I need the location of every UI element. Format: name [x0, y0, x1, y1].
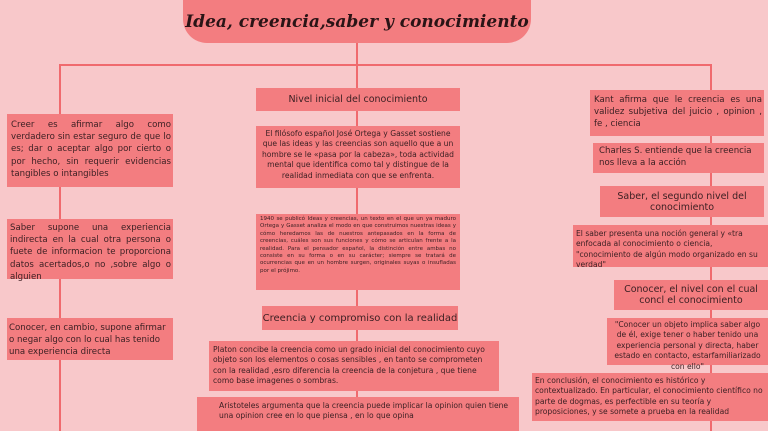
platon-text: Platon concibe la creencia como un grado inicial del conocimiento cuyo objeto son los elementos o cosas sensibles , en tanto se comprometen con la realidad ,esro diferencia la creencia de la conjetura , que tiene como base imagenes o sombras. — [213, 345, 485, 386]
conocer-quote-box — [607, 318, 768, 371]
peirce-text: Charles S. entiende que la creencia nos lleva a la acción — [599, 146, 752, 169]
aristoteles-box — [197, 397, 519, 431]
saber-segundo-nivel-text: Saber, el segundo nivel del conocimiento — [617, 190, 747, 213]
conocer-quote-text: "Conocer un objeto implica saber algo de él, exige tener o haber tenido una experiencia personal y directa, haber estado en contacto, estarfamiliarizado con ello" — [614, 320, 761, 371]
creencia-compromiso-heading — [262, 306, 458, 330]
saber-box — [7, 219, 173, 282]
ortega-text: El filósofo español José Ortega y Gasset sostiene que las ideas y las creencias son aquello que a un hombre se le «pasa por la cabeza», toda actividad mental que identifica como tal y distingue de la realidad inmediata con que se enfrenta. — [261, 129, 455, 180]
conclusion-box — [532, 373, 768, 421]
saber-general-box — [573, 225, 768, 270]
title-banner — [183, 0, 531, 43]
conclusion-text: En conclusión, el conocimiento es histórico y contextualizado. En particular, el conocimiento científico no parte de dogmas, es perfectible en su teoría y proposiciones, y se somete a prueba en la realidad — [535, 376, 763, 417]
connector-horizontal-main — [59, 64, 711, 66]
platon-box — [209, 341, 499, 391]
connector-title-stem — [356, 43, 358, 65]
ortega-box — [256, 126, 460, 188]
ideas-creencias-box — [256, 214, 460, 290]
conocer-nivel-heading — [614, 280, 768, 310]
peirce-box — [593, 143, 764, 173]
conocer-nivel-text: Conocer, el nivel con el cual concl el conocimiento — [624, 284, 758, 306]
creer-text: Creer es afirmar algo como verdadero sin estar seguro de que lo es; dar o aceptar algo por cierto o por hecho, sin requerir evidencias tangibles o intangibles — [11, 120, 171, 179]
aristoteles-text: Aristoteles argumenta que la creencia puede implicar la opinion quien tiene una opinion cree en lo que piensa , en lo que opina — [219, 401, 509, 421]
kant-box — [590, 90, 764, 136]
diagram-title: Idea, creencia,saber y conocimiento — [185, 11, 529, 32]
saber-general-text: El saber presenta una noción general y «tra enfocada al conocimiento o ciencia, "conocimiento de algún modo organizado en su verdad" — [576, 229, 758, 270]
ideas-creencias-text: 1940 se publicó Ideas y creencias, un texto en el que un ya maduro Ortega y Gasset analiza el modo en que construimos nuestras ideas y cómo heredamos las de nuestros antepasados en la forma de creencias, cuáles son sus funciones y cómo se articulan frente a la realidad. Para el pensador español, la distinción entre ambas no consiste en su forma o en su carácter; siempre se tratará de ocurrencias que en un hombre surgen, originales suyas o insufladas por el prójimo. — [260, 216, 456, 274]
kant-text: Kant afirma que le creencia es una validez subjetiva del juicio , opinion , fe , ciencia — [594, 95, 762, 130]
nivel-inicial-heading — [256, 88, 460, 111]
nivel-inicial-text: Nivel inicial del conocimiento — [288, 94, 428, 105]
creencia-compromiso-text: Creencia y compromiso con la realidad — [262, 312, 458, 324]
creer-box — [7, 114, 173, 187]
conocer-text: Conocer, en cambio, supone afirmar o negar algo con lo cual has tenido una experiencia directa — [9, 323, 166, 358]
saber-segundo-nivel-heading — [600, 186, 764, 217]
conocer-box — [7, 318, 173, 360]
saber-text: Saber supone una experiencia indirecta en la cual otra persona o fuete de informacion te proporciona datos acertados,o no ,sobre algo o alguien — [10, 223, 171, 282]
